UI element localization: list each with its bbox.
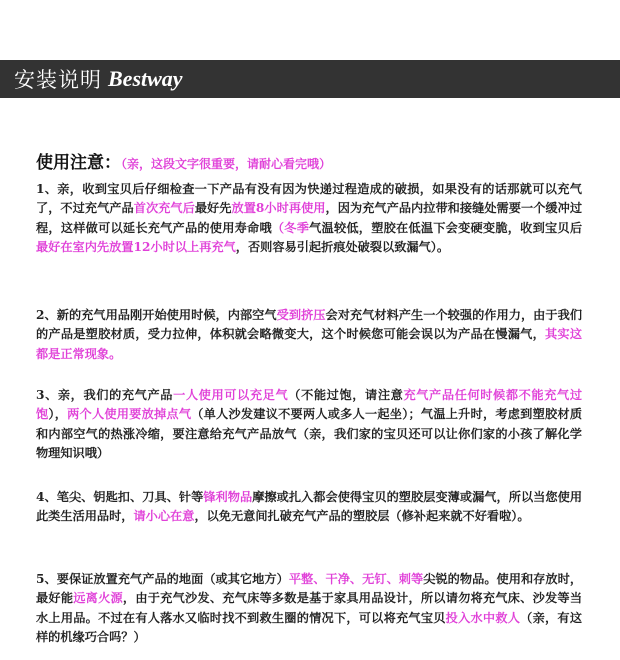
notice-heading xyxy=(36,148,596,173)
paragraph-1 xyxy=(36,180,582,258)
highlight-text: （冬季 xyxy=(271,220,310,235)
highlight-text: 受到挤压 xyxy=(276,308,326,322)
body-text: ，由于充气沙发、充气床等多数是基于家具用品设计，所以请勿将充气床、沙发等当水上用品。不过在有人落水又临时找不到救生圈的情况下，可以将充气宝贝 xyxy=(36,591,583,625)
body-text: 5、要保证放置充气产品的地面（或其它地方） xyxy=(36,572,289,586)
body-text: （不能过饱，请注意 xyxy=(288,388,404,402)
brand-name: Bestway xyxy=(108,66,183,91)
body-text: （亲，有这样的机缘巧合吗？） xyxy=(36,610,583,645)
body-text: （单人沙发建议不要两人或多人一起坐）；气温上升时，考虑到塑胶材质和内部空气的热涨冷缩，要注意给充气产品放气（亲，我们家的宝贝还可以让你们家的小孩了解化学物理知识哦） xyxy=(36,407,583,461)
highlight-text: 投入水中救人 xyxy=(445,610,521,625)
paragraph-3 xyxy=(36,386,582,464)
body-text: 最好先 xyxy=(194,201,232,216)
highlight-text: 平整、干净、无钉、刺等 xyxy=(288,572,424,586)
notice-title: 使用注意： xyxy=(36,153,121,173)
section-title: 安装说明 xyxy=(14,68,102,92)
body-text: 尖锐的物品。使用和存放时，最好能 xyxy=(36,572,583,606)
body-text: 4、笔尖、钥匙扣、刀具、针等 xyxy=(36,490,204,504)
paragraph-4 xyxy=(36,488,582,527)
highlight-text: 放置8小时再使用 xyxy=(231,201,326,216)
body-text: 2、新的充气用品刚开始使用时候，内部空气 xyxy=(36,308,277,322)
highlight-text: 充气产品任何时候都不能充气过饱 xyxy=(36,388,583,422)
body-text: 摩擦或扎入都会使得宝贝的塑胶层变薄或漏气，所以当您使用此类生活用品时， xyxy=(36,490,583,524)
paragraph-5 xyxy=(36,570,582,648)
body-text: ，否则容易引起折痕处破裂以致漏气）。 xyxy=(235,240,450,255)
body-text: 气温较低，塑胶在低温下会变硬变脆，收到宝贝后 xyxy=(309,220,583,235)
highlight-text: 首次充气后 xyxy=(133,201,195,216)
highlight-text: 一人使用可以充足气 xyxy=(173,388,289,402)
body-text: ）， xyxy=(48,407,68,422)
highlight-text: 锋利物品 xyxy=(203,490,253,504)
highlight-text: 两个人使用要放掉点气 xyxy=(67,407,192,422)
highlight-text: 请小心在意 xyxy=(133,509,195,524)
body-text: ，因为充气产品内拉带和接缝处需要一个缓冲过程，这样做可以延长充气产品的使用寿命哦 xyxy=(36,201,583,235)
highlight-text: 最好在室内先放置12小时以上再充气 xyxy=(36,240,236,255)
header-bar xyxy=(0,60,620,98)
paragraph-2 xyxy=(36,306,582,364)
highlight-text: 远离火源 xyxy=(73,591,123,606)
highlight-text: 其实这都是正常现象。 xyxy=(36,327,583,361)
body-text: 1、亲，收到宝贝后仔细检查一下产品有没有因为快递过程造成的破损，如果没有的话那就可以充气了，不过充气产品 xyxy=(36,182,582,216)
body-text: 3、亲，我们的充气产品 xyxy=(36,388,174,402)
body-text: 会对充气材料产生一个较强的作用力，由于我们的产品是塑胶材质，受力拉伸，体积就会略微变大，这个时候您可能会误以为产品在慢漏气， xyxy=(36,308,583,342)
notice-subtitle: （亲，这段文字很重要，请耐心看完哦） xyxy=(121,157,332,171)
body-text: ，以免无意间扎破充气产品的塑胶层（修补起来就不好看啦）。 xyxy=(194,509,530,524)
